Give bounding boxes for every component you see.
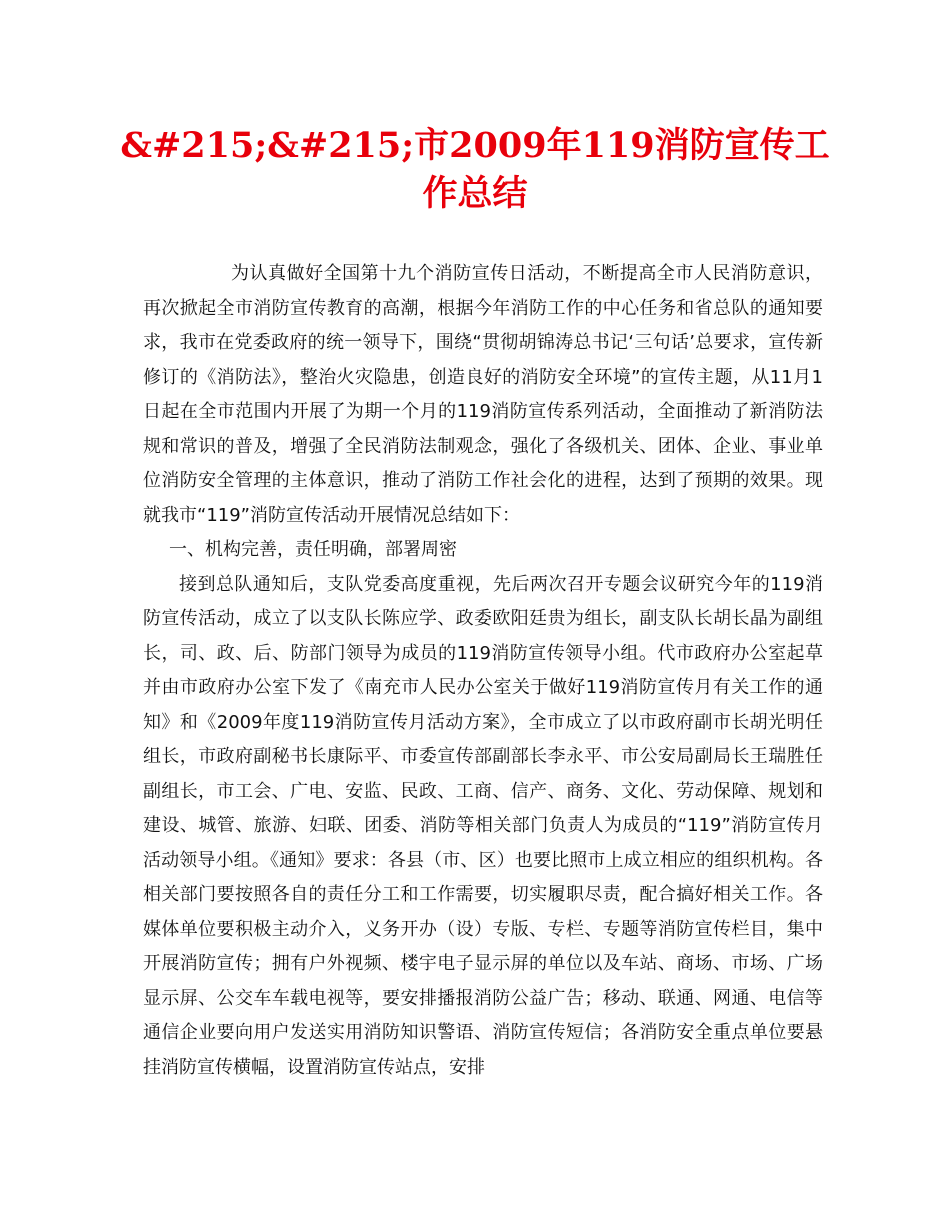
intro-paragraph: 为认真做好全国第十九个消防宣传日活动，不断提高全市人民消防意识，再次掀起全市消防宣传教育的高潮，根据今年消防工作的中心任务和省总队的通知要求，我市在党委政府的统一领导下，围绕“贯彻胡锦涛总书记‘三句话’总要求，宣传新修订的《消防法》，整治火灾隐患，创造良好的消防安全环境”的宣传主题，从11月1日起在全市范围内开展了为期一个月的119消防宣传系列活动，全面推动了新消防法规和常识的普及，增强了全民消防法制观念，强化了各级机关、团体、企业、事业单位消防安全管理的主体意识，推动了消防工作社会化的进程，达到了预期的效果。现就我市“119”消防宣传活动开展情况总结如下： — [143, 263, 823, 526]
document-body — [143, 257, 823, 1085]
section-paragraph: 接到总队通知后，支队党委高度重视，先后两次召开专题会议研究今年的119消防宣传活动，成立了以支队长陈应学、政委欧阳廷贵为组长，副支队长胡长晶为副组长，司、政、后、防部门领导为成员的119消防宣传领导小组。代市政府办公室起草并由市政府办公室下发了《南充市人民办公室关于做好119消防宣传月有关工作的通知》和《2009年度119消防宣传月活动方案》，全市成立了以市政府副市长胡光明任组长，市政府副秘书长康际平、市委宣传部副部长李永平、市公安局副局长王瑞胜任副组长，市工会、广电、安监、民政、工商、信产、商务、文化、劳动保障、规划和建设、城管、旅游、妇联、团委、消防等相关部门负责人为成员的“119”消防宣传月活动领导小组。《通知》要求：各县（市、区）也要比照市上成立相应的组织机构。各相关部门要按照各自的责任分工和工作需要，切实履职尽责，配合搞好相关工作。各媒体单位要积极主动介入，义务开办（设）专版、专栏、专题等消防宣传栏目，集中开展消防宣传；拥有户外视频、楼宇电子显示屏的单位以及车站、商场、市场、广场显示屏、公交车车载电视等，要安排播报消防公益广告；移动、联通、网通、电信等通信企业要向用户发送实用消防知识警语、消防宣传短信；各消防安全重点单位要悬挂消防宣传横幅，设置消防宣传站点，安排 — [143, 573, 823, 1078]
section-heading: 一、机构完善，责任明确，部署周密 — [169, 539, 457, 560]
document-title: &#215;&#215;市2009年119消防宣传工作总结 — [120, 125, 830, 214]
